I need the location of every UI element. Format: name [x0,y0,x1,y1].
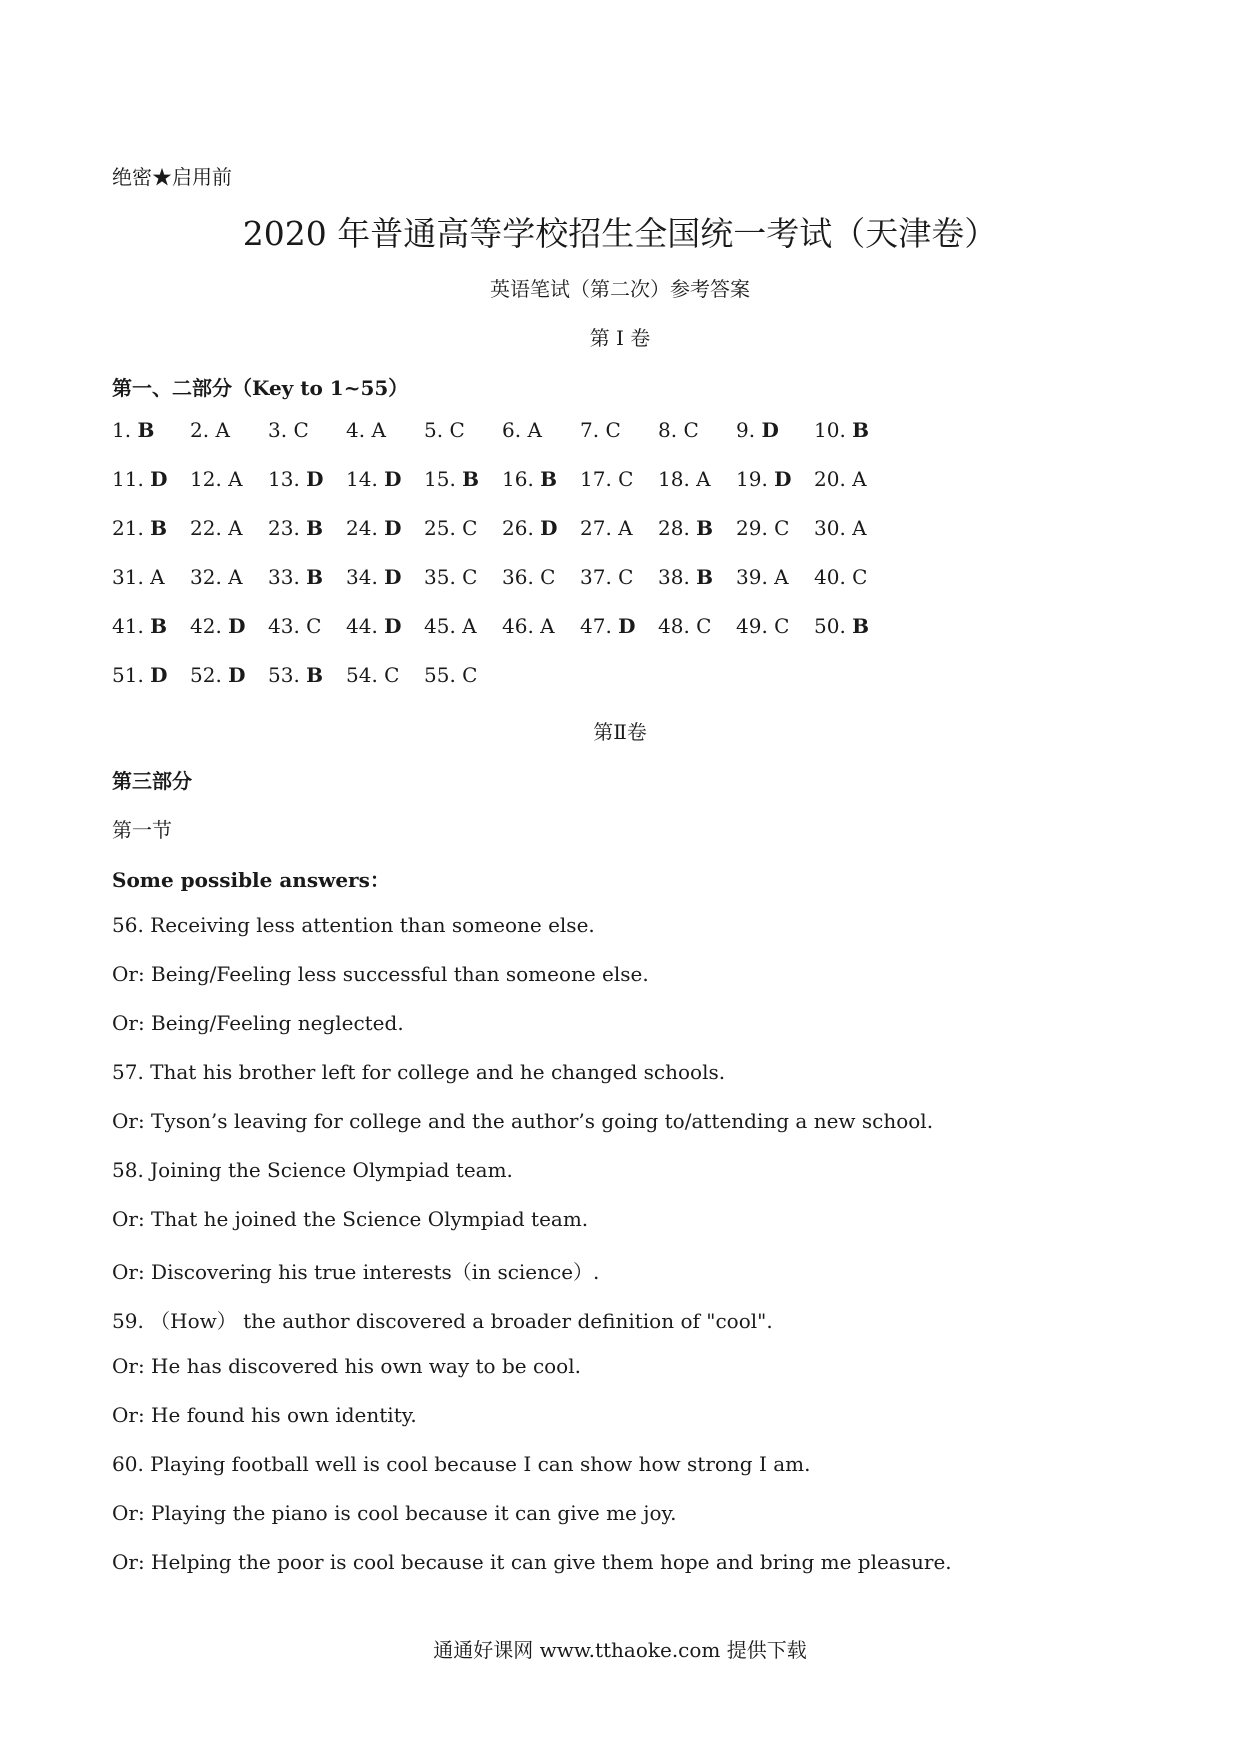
section-3-subheading: 第一节 [112,818,172,842]
answer-item [268,565,323,589]
answer-number: 4. [346,418,366,442]
answer-key-grid [112,418,1012,712]
answer-letter: C [384,663,400,687]
answer-letter: B [306,516,324,540]
answer-number: 48. [658,614,690,638]
answer-item [736,565,789,589]
answer-number: 15. [424,467,456,491]
answer-number: 12. [190,467,222,491]
answer-letter: C [462,663,478,687]
exam-subtitle: 英语笔试（第二次）参考答案 [490,277,750,301]
answer-item [424,467,479,491]
answer-letter: C [618,467,634,491]
answer-letter: A [150,565,165,589]
answer-letter: D [618,614,636,638]
answer-item [268,614,321,638]
answer-letter: B [462,467,480,491]
answer-line: Or: Being/Feeling neglected. [112,1011,404,1035]
answer-letter: A [228,565,243,589]
answer-number: 9. [736,418,756,442]
answer-item [580,614,636,638]
answer-line: Or: Playing the piano is cool because it can give me joy. [112,1501,677,1525]
answer-item [112,565,165,589]
answer-number: 40. [814,565,846,589]
answer-item [346,516,402,540]
answer-letter: D [150,663,168,687]
answer-letter: B [852,614,870,638]
section-1-2-heading: 第一、二部分（Key to 1~55） [112,376,409,400]
exam-title: 2020 年普通高等学校招生全国统一考试（天津卷） [242,214,998,253]
answer-number: 8. [658,418,678,442]
answer-number: 14. [346,467,378,491]
answer-letter: D [384,614,402,638]
answer-letter: B [150,516,168,540]
answer-item [424,565,477,589]
answer-number: 38. [658,565,690,589]
answer-item [658,467,711,491]
answer-lines [112,913,1112,1599]
answer-letter: C [774,516,790,540]
answer-number: 31. [112,565,144,589]
answer-letter: D [306,467,324,491]
answer-item [190,614,246,638]
answer-number: 53. [268,663,300,687]
answer-item [112,467,168,491]
answer-row [112,516,1012,565]
answer-item [814,614,869,638]
answer-letter: A [215,418,230,442]
answer-item [814,418,869,442]
answer-number: 6. [502,418,522,442]
answer-item [190,418,230,442]
answer-item [346,565,402,589]
answer-letter: C [683,418,699,442]
answer-number: 34. [346,565,378,589]
answer-number: 16. [502,467,534,491]
answer-number: 33. [268,565,300,589]
answer-letter: C [293,418,309,442]
answer-item [112,663,168,687]
answer-letter: C [540,565,556,589]
answer-number: 39. [736,565,768,589]
answer-letter: B [696,565,714,589]
answer-item [190,663,246,687]
answer-letter: A [852,516,867,540]
answer-number: 27. [580,516,612,540]
answer-number: 7. [580,418,600,442]
answer-number: 28. [658,516,690,540]
answer-item [268,663,323,687]
answer-number: 32. [190,565,222,589]
answer-letter: C [449,418,465,442]
answer-letter: C [618,565,634,589]
answer-letter: D [774,467,792,491]
answer-letter: C [605,418,621,442]
answer-letter: A [527,418,542,442]
answer-letter: A [618,516,633,540]
answer-item [736,418,779,442]
answer-item [424,516,477,540]
answer-letter: B [696,516,714,540]
answer-row [112,467,1012,516]
answer-line: 60. Playing football well is cool because I can show how strong I am. [112,1452,811,1476]
answer-item [658,418,699,442]
answer-item [502,467,557,491]
answer-letter: A [774,565,789,589]
answer-number: 54. [346,663,378,687]
answer-letter: A [852,467,867,491]
answer-number: 25. [424,516,456,540]
answer-letter: A [371,418,386,442]
answer-item [112,614,167,638]
possible-answers-label: Some possible answers： [112,868,390,892]
answer-number: 30. [814,516,846,540]
answer-letter: A [228,516,243,540]
answer-number: 19. [736,467,768,491]
answer-letter: C [462,516,478,540]
answer-letter: D [228,663,246,687]
answer-item [112,516,167,540]
answer-number: 23. [268,516,300,540]
answer-line: 57. That his brother left for college and he changed schools. [112,1060,726,1084]
answer-item [190,516,243,540]
answer-item [502,418,542,442]
answer-letter: B [540,467,558,491]
answer-letter: B [137,418,155,442]
answer-number: 44. [346,614,378,638]
answer-row [112,418,1012,467]
answer-number: 55. [424,663,456,687]
answer-number: 50. [814,614,846,638]
answer-letter: B [150,614,168,638]
answer-letter: D [761,418,779,442]
answer-letter: C [462,565,478,589]
answer-number: 2. [190,418,210,442]
answer-item [502,516,558,540]
answer-line: Or: Tyson’s leaving for college and the author’s going to/attending a new school. [112,1109,934,1133]
answer-item [502,614,555,638]
answer-number: 21. [112,516,144,540]
answer-letter: D [228,614,246,638]
volume-2-label: 第Ⅱ卷 [593,720,647,744]
answer-item [736,516,789,540]
answer-letter: C [852,565,868,589]
answer-number: 10. [814,418,846,442]
answer-number: 18. [658,467,690,491]
answer-item [736,614,789,638]
answer-item [658,614,711,638]
answer-item [268,467,324,491]
answer-number: 24. [346,516,378,540]
answer-line: Or: That he joined the Science Olympiad team. [112,1207,589,1231]
answer-item [580,467,633,491]
answer-item [502,565,555,589]
answer-item [580,516,633,540]
answer-item [346,467,402,491]
volume-1-label: 第 I 卷 [589,326,651,350]
answer-letter: C [306,614,322,638]
answer-item [190,565,243,589]
answer-item [736,467,792,491]
answer-letter: D [384,565,402,589]
answer-number: 49. [736,614,768,638]
answer-number: 47. [580,614,612,638]
answer-item [814,516,867,540]
answer-number: 29. [736,516,768,540]
answer-row [112,663,1012,712]
answer-item [268,418,309,442]
answer-number: 51. [112,663,144,687]
answer-number: 37. [580,565,612,589]
answer-letter: A [540,614,555,638]
answer-letter: D [384,516,402,540]
answer-item [658,565,713,589]
answer-number: 36. [502,565,534,589]
answer-item [268,516,323,540]
answer-number: 26. [502,516,534,540]
answer-line: Or: Discovering his true interests（in science）. [112,1260,600,1284]
answer-letter: B [306,663,324,687]
answer-letter: C [696,614,712,638]
confidential-label: 绝密★启用前 [112,165,232,189]
answer-item [814,565,867,589]
answer-letter: C [774,614,790,638]
answer-letter: A [696,467,711,491]
answer-item [346,614,402,638]
answer-letter: B [306,565,324,589]
answer-item [112,418,154,442]
answer-line: 59. （How） the author discovered a broader definition of "cool". [112,1309,773,1333]
answer-number: 46. [502,614,534,638]
answer-item [424,418,465,442]
answer-number: 22. [190,516,222,540]
answer-letter: A [228,467,243,491]
answer-item [814,467,867,491]
answer-item [346,418,386,442]
answer-item [346,663,399,687]
answer-line: Or: He found his own identity. [112,1403,417,1427]
answer-number: 3. [268,418,288,442]
answer-number: 35. [424,565,456,589]
answer-letter: B [852,418,870,442]
answer-number: 11. [112,467,144,491]
answer-number: 1. [112,418,132,442]
answer-letter: D [384,467,402,491]
answer-item [424,663,477,687]
answer-item [580,565,633,589]
answer-item [424,614,477,638]
answer-item [580,418,621,442]
answer-letter: D [150,467,168,491]
answer-line: 56. Receiving less attention than someone else. [112,913,595,937]
answer-number: 17. [580,467,612,491]
answer-row [112,614,1012,663]
answer-line: 58. Joining the Science Olympiad team. [112,1158,513,1182]
answer-number: 43. [268,614,300,638]
answer-number: 20. [814,467,846,491]
answer-line: Or: Being/Feeling less successful than someone else. [112,962,649,986]
footer-text: 通通好课网 www.tthaoke.com 提供下载 [433,1638,807,1662]
answer-number: 45. [424,614,456,638]
answer-number: 42. [190,614,222,638]
answer-letter: D [540,516,558,540]
section-3-heading: 第三部分 [112,769,192,793]
answer-number: 52. [190,663,222,687]
answer-line: Or: He has discovered his own way to be cool. [112,1354,581,1378]
answer-row [112,565,1012,614]
answer-item [190,467,243,491]
answer-item [658,516,713,540]
answer-number: 41. [112,614,144,638]
answer-line: Or: Helping the poor is cool because it can give them hope and bring me pleasure. [112,1550,952,1574]
answer-number: 5. [424,418,444,442]
answer-letter: A [462,614,477,638]
answer-number: 13. [268,467,300,491]
